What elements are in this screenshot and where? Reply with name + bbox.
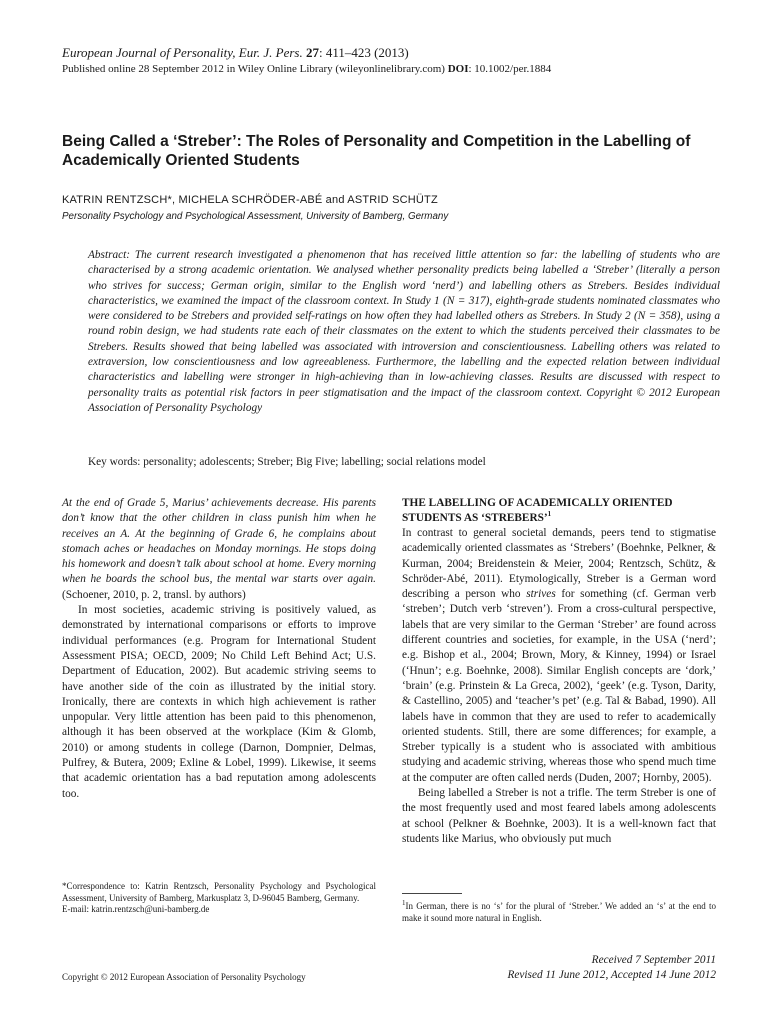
- emphasis-strives: strives: [526, 588, 556, 601]
- section-paragraph-2: Being labelled a Streber is not a trifle. The term Streber is one of the most frequently used and most feared labels among adolescents at school (Pelkner & Boehnke, 2003). It is a well-known fact that students like Marius, who obviously put much: [402, 787, 716, 845]
- vignette-text: At the end of Grade 5, Marius’ achievements decrease. His parents don’t know that the other children in class punish him when he receives an A. At the beginning of Grade 6, he complains about stomach aches or headaches on Monday mornings. He stops doing his homework and doesn’t talk about school at home. Every morning when he boards the school bus, the mental war starts over again.: [62, 497, 376, 586]
- journal-citation: [62, 44, 722, 62]
- paragraph-1-text-a: In contrast to general societal demands, peers tend to stigmatise academically oriented classmates as ‘Strebers’ (Boehnke, Pelkner, & Kurman, 2004; Breidenstein & Meier, 2004; Rentzsch, Schütz, & Schröder-Abé, 2011). Etymologically, Streber is a German word describing a person who: [402, 527, 716, 601]
- vignette-citation: (Schoener, 2010, p. 2, transl. by authors): [62, 588, 246, 601]
- footnote-text: In German, there is no ‘s’ for the plural of ‘Streber.’ We added an ‘s’ at the end to make it sound more natural in English.: [402, 901, 716, 923]
- journal-name: European Journal of Personality, Eur. J. Pers.: [62, 45, 303, 60]
- paragraph-1-text-b: for something (cf. German verb ‘streben’; Dutch verb ‘streven’). From a cross-cultural perspective, labels that are very similar to the German ‘Streber’ are found across different countries and societies, for example, in the USA (‘nerd’; e.g. Bishop et al., 2004; Brown, Mory, & Kinney, 1994) or Israel (‘Hnun’; e.g. Boehnke, 2008). Similar English concepts are ‘dork,’ ‘brain’ (e.g. Prinstein & La Greca, 2002), ‘geek’ (e.g. Tyson, Darity, & Castellino, 2005) and ‘teacher’s pet’ (e.g. Tal & Babad, 1990). All labels have in common that they are used to refer to academically oriented students. Still, there are some differences; for example, a Streber typically is a student who is associated with ambitious studying and academic striving, whereas those who spend much time at the computer are often called nerds (Duden, 2007; Hornby, 2005).: [402, 588, 716, 784]
- keywords: Key words: personality; adolescents; Streber; Big Five; labelling; social relations model: [88, 456, 486, 468]
- correspondence-note: [62, 881, 376, 916]
- section-heading-text: THE LABELLING OF ACADEMICALLY ORIENTED STUDENTS AS ‘STREBERS’: [402, 497, 673, 524]
- received-date: Received 7 September 2011: [591, 954, 716, 966]
- journal-volume: 27: [305, 45, 319, 60]
- copyright-footer: Copyright © 2012 European Association of Personality Psychology: [62, 972, 306, 982]
- footnote-divider: [402, 893, 462, 894]
- opening-vignette: [62, 496, 376, 603]
- revised-accepted-date: Revised 11 June 2012, Accepted 14 June 2012: [507, 969, 716, 981]
- footnote: [402, 901, 716, 924]
- section-heading: [402, 496, 716, 526]
- publication-info: [62, 62, 722, 77]
- doi-value: : 10.1002/per.1884: [468, 63, 552, 75]
- intro-paragraph: In most societies, academic striving is positively valued, as demonstrated by international comparisons or efforts to improve individual performances (e.g. Program for International Student Assessment PISA; OECD, 2009; No Child Left Behind Act; U.S. Department of Education, 2002). But academic striving seems to have another side of the coin as illustrated by the initial story. Ironically, there are contexts in which high achievement is rather unpopular. Very little attention has been paid to this phenomenon, although it has been observed at the workplace (Kim & Glomb, 2010) or among students in college (Darnon, Dompnier, Delmas, Pulfrey, & Butera, 2009; Exline & Lobel, 1999). Likewise, it seems that academic orientation has a bad reputation among adolescents too.: [62, 604, 376, 800]
- footnote-number: 1: [402, 899, 406, 907]
- abstract: Abstract: The current research investigated a phenomenon that has received little attention so far: the labelling of students who are characterised by a strong academic orientation. We analysed whether personality predicts being labelled a ‘Streber’ (literally a person who strives for success; German origin, similar to the English word ‘nerd’) and labelling others as Strebers. Besides individual characteristics, we examined the impact of the classroom context. In Study 1 (N = 317), eighth-grade students nominated classmates who were considered to be Strebers and provided self-ratings on how often they had labelled others as Strebers. In Study 2 (N = 358), using a round robin design, we had students rate each of their classmates on the extent to which the students perceived their classmates to be Strebers. Results showed that being labelled was associated with introversion and conscientiousness. Labelling others was related to extraversion, low conscientiousness and low agreeableness. Furthermore, the labelling and the expected relation between individual characteristics and labelling were stronger in high-achieving than in low-achieving classes. Results are discussed with respect to personality traits as potential risk factors in peer stigmatisation and the impact of the classroom context. Copyright © 2012 European Association of Personality Psychology: [88, 249, 720, 414]
- right-column: [402, 496, 716, 847]
- paper-title: Being Called a ‘Streber’: The Roles of Personality and Competition in the Labelling of Academically Oriented Students: [62, 133, 691, 169]
- author-affiliation: Personality Psychology and Psychological Assessment, University of Bamberg, Germany: [62, 211, 449, 222]
- correspondence-address: *Correspondence to: Katrin Rentzsch, Personality Psychology and Psychological Assessment, University of Bamberg, Markusplatz 3, D-96045 Bamberg, Germany.: [62, 881, 376, 903]
- doi-label: DOI: [447, 63, 469, 75]
- section-paragraph-1: [402, 526, 716, 786]
- author-list: KATRIN RENTZSCH*, MICHELA SCHRÖDER-ABÉ and ASTRID SCHÜTZ: [62, 194, 438, 206]
- published-text: Published online 28 September 2012 in Wiley Online Library (wileyonlinelibrary.com): [62, 63, 448, 75]
- left-column: [62, 496, 376, 802]
- correspondence-email: E-mail: katrin.rentzsch@uni-bamberg.de: [62, 904, 210, 914]
- journal-pages: : 411–423 (2013): [318, 45, 409, 60]
- footnote-marker: 1: [547, 510, 552, 519]
